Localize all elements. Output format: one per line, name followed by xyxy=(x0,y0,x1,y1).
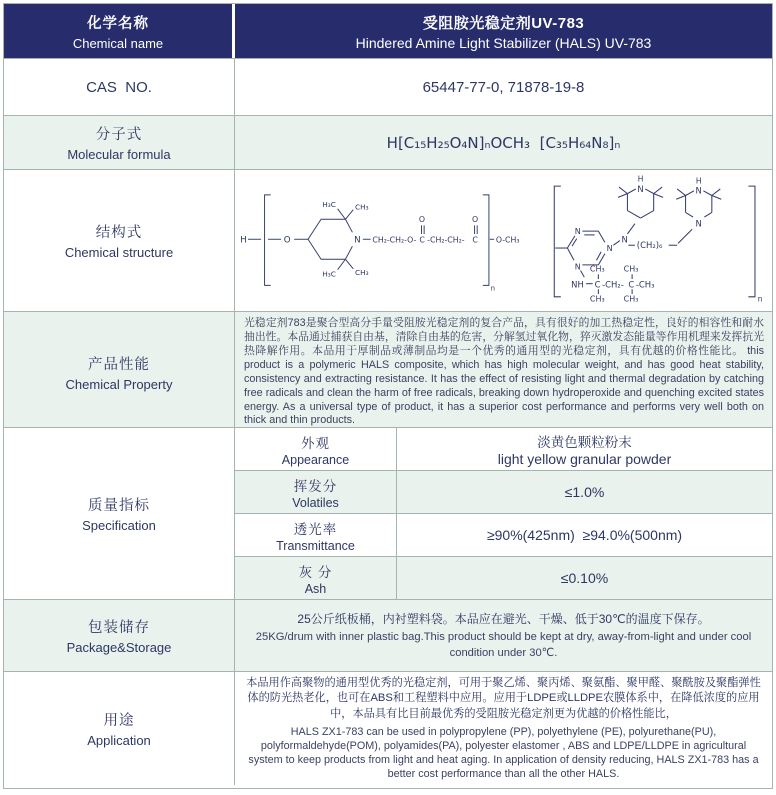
specification-label-en: Specification xyxy=(82,518,156,533)
chemical-name-label-en: Chemical name xyxy=(72,35,164,51)
application-label-en: Application xyxy=(87,733,151,749)
spec-name-en: Transmittance xyxy=(276,538,355,553)
cas-value: 65447-77-0, 71878-19-8 xyxy=(422,78,585,96)
structure-drawings-cell xyxy=(235,170,774,311)
chemical-name-label-cell xyxy=(4,4,235,58)
chemical-name-value-cell xyxy=(235,4,772,58)
application-label-cn: 用途 xyxy=(103,713,135,730)
property-text-cell xyxy=(235,312,772,432)
spec-name-cn: 灰 分 xyxy=(298,564,333,580)
atom-label: H₃C xyxy=(322,199,336,209)
atom-label: CH₂-CH₂-O- xyxy=(372,234,417,244)
atom-label: -CH₃ xyxy=(635,278,655,289)
specification-subtable xyxy=(235,428,772,599)
spec-name-cn: 透光率 xyxy=(293,521,338,537)
specification-label-cn: 质量指标 xyxy=(88,498,150,514)
atom-label: N xyxy=(354,235,361,246)
right-structure-drawing xyxy=(539,173,774,309)
application-text-cell xyxy=(235,672,772,785)
spec-name-en: Volatiles xyxy=(292,495,339,510)
spec-value-en: light yellow granular powder xyxy=(497,451,672,467)
structure-label-cn: 结构式 xyxy=(95,225,143,241)
spec-name-cn: 挥发分 xyxy=(293,478,338,494)
application-label-cell xyxy=(4,672,235,785)
row-chemical-name xyxy=(4,4,772,58)
atom-label: O-CH₃ xyxy=(495,234,520,244)
spec-value-transmittance xyxy=(397,514,772,556)
formula-label-cell xyxy=(4,116,235,169)
property-text-cn: 光稳定剂783是聚合型高分手量受阻胺光稳定剂的复合产品，具有很好的加工热稳定性，良好的相容性和耐水抽出性。本品通过捕获自由基，清除自由基的危害，分解氢过氧化物，猝灭激发态能量等作用机理来发挥抗光热降解作用。本品用于厚制品或薄制品均是一个优秀的通用型的光稳定剂，具有优越的价格性能比。 xyxy=(244,317,764,357)
structure-label-cell xyxy=(4,170,235,311)
atom-label: C xyxy=(419,234,425,244)
row-cas xyxy=(4,58,772,115)
cas-label: CAS NO. xyxy=(86,78,152,96)
specification-label-cell xyxy=(4,428,235,599)
atom-label: N xyxy=(637,183,644,194)
formula-label-en: Molecular formula xyxy=(67,147,171,162)
atom-label: O xyxy=(418,214,426,224)
atom-label: H₃C xyxy=(322,269,336,279)
atom-label: CH₃ xyxy=(355,202,369,212)
row-package-storage xyxy=(4,599,772,671)
property-label-cell xyxy=(4,312,235,432)
product-name-cn: 受阻胺光稳定剂UV-783 xyxy=(422,14,585,32)
molecular-formula-value: H[C₁₅H₂₅O₄N]ₙOCH₃ [C₃₅H₆₄N₈]ₙ xyxy=(386,133,621,152)
formula-label-cn: 分子式 xyxy=(95,127,143,143)
atom-label: O xyxy=(283,235,291,246)
atom-label: H xyxy=(695,175,702,185)
atom-label: N xyxy=(574,262,581,272)
spec-name-en: Ash xyxy=(304,581,327,596)
package-text-en: 25KG/drum with inner plastic bag.This product should be kept at dry, away-from-light and under cool condition under 30℃. xyxy=(255,631,752,659)
atom-label: CH₃ xyxy=(589,263,605,273)
spec-row-ash xyxy=(235,556,772,599)
row-molecular-formula xyxy=(4,115,772,169)
formula-value-cell xyxy=(235,116,772,169)
atom-label: n xyxy=(490,284,496,293)
spec-name-cn: 外观 xyxy=(301,435,330,451)
atom-label: C xyxy=(594,278,601,289)
atom-label: CH₃ xyxy=(589,293,605,303)
spec-name-appearance xyxy=(235,428,397,470)
property-text-en: this product is a polymeric HALS composite, which has high molecular weight, and has good heat stability, consistency and extracting resistance. It has the effect of resisting light and thermal degradation by catching free radicals and clean the harm of free radicals, breaking down hydroperoxide and quenching excited states energy. As a universal type of product, it has a superior cost performance and performs very well both on thick and thin products. xyxy=(244,344,764,427)
cas-label-cell xyxy=(4,59,235,115)
package-text-cell xyxy=(235,600,772,671)
spec-value: ≤1.0% xyxy=(564,484,605,500)
spec-value-volatiles xyxy=(397,471,772,513)
row-chemical-structure xyxy=(4,169,772,311)
atom-label: (CH₂)₆ xyxy=(636,239,663,250)
application-text-cn: 本品用作高聚物的通用型优秀的光稳定剂，可用于聚乙烯、聚丙烯、聚氨酯、聚甲醛、聚酰胺及聚酯弹性体的防光热老化，也可在ABS和工程塑料中应用。应用于LDPE或LLDPE农膜体系中，在降低浓度的应用中，本品具有比目前最优秀的受阻胺光稳定剂更为优越的价格性能比， xyxy=(246,677,761,720)
property-label-en: Chemical Property xyxy=(65,376,173,392)
atom-label: H xyxy=(637,173,644,183)
row-application xyxy=(4,671,772,781)
product-name-en: Hindered Amine Light Stabilizer (HALS) UV-783 xyxy=(355,34,652,51)
atom-label: C xyxy=(472,234,478,244)
property-label-cn: 产品性能 xyxy=(88,356,150,373)
atom-label: -CH₂- xyxy=(602,278,624,289)
atom-label: N xyxy=(574,226,581,236)
package-text-cn: 25公斤纸板桶，内衬塑料袋。本品应在避光、干燥、低于30℃的温度下保存。 xyxy=(297,612,710,627)
atom-label: N xyxy=(695,217,702,228)
atom-label: H xyxy=(240,235,247,246)
package-label-en: Package&Storage xyxy=(66,640,172,655)
left-structure-drawing xyxy=(235,184,535,298)
spec-value-cn: 淡黄色颗粒粉末 xyxy=(537,435,632,450)
spec-name-volatiles xyxy=(235,471,397,513)
spec-value: ≤0.10% xyxy=(560,570,609,586)
spec-row-transmittance xyxy=(235,513,772,556)
atom-label: C xyxy=(628,278,635,289)
spec-name-en: Appearance xyxy=(281,452,350,467)
structure-label-en: Chemical structure xyxy=(64,245,174,260)
spec-name-transmittance xyxy=(235,514,397,556)
row-chemical-property xyxy=(4,311,772,427)
spec-row-volatiles xyxy=(235,470,772,513)
atom-label: N xyxy=(621,233,628,244)
row-specification xyxy=(4,427,772,599)
chemical-name-label-cn: 化学名称 xyxy=(87,15,149,32)
package-label-cn: 包装储存 xyxy=(88,620,150,636)
atom-label: CH₃ xyxy=(623,263,639,273)
atom-label: -CH₂-CH₂- xyxy=(427,234,465,244)
spec-value-ash xyxy=(397,557,772,599)
atom-label: O xyxy=(471,214,479,224)
atom-label: N xyxy=(695,185,702,196)
atom-label: n xyxy=(757,293,763,303)
package-label-cell xyxy=(4,600,235,671)
atom-label: NH xyxy=(571,278,584,289)
atom-label: CH₃ xyxy=(355,267,369,277)
spec-name-ash xyxy=(235,557,397,599)
spec-value: ≥90%(425nm) ≥94.0%(500nm) xyxy=(486,527,683,543)
atom-label: N xyxy=(606,243,613,253)
spec-sheet-table xyxy=(3,3,773,789)
cas-value-cell xyxy=(235,59,772,115)
spec-value-appearance xyxy=(397,428,772,470)
application-text-en: HALS ZX1-783 can be used in polypropylene (PP), polyethylene (PE), polyurethane(PU), polyformaldehyde(POM), polyamides(PA), polyester elastomer , ABS and LDPE/LLDPE in agricultural system to keep products from light and heat aging. In application of density reducing, HALS ZX1-783 has a better cost performance than all the other HALS. xyxy=(248,726,759,781)
atom-label: CH₃ xyxy=(623,293,639,303)
spec-row-appearance xyxy=(235,428,772,470)
